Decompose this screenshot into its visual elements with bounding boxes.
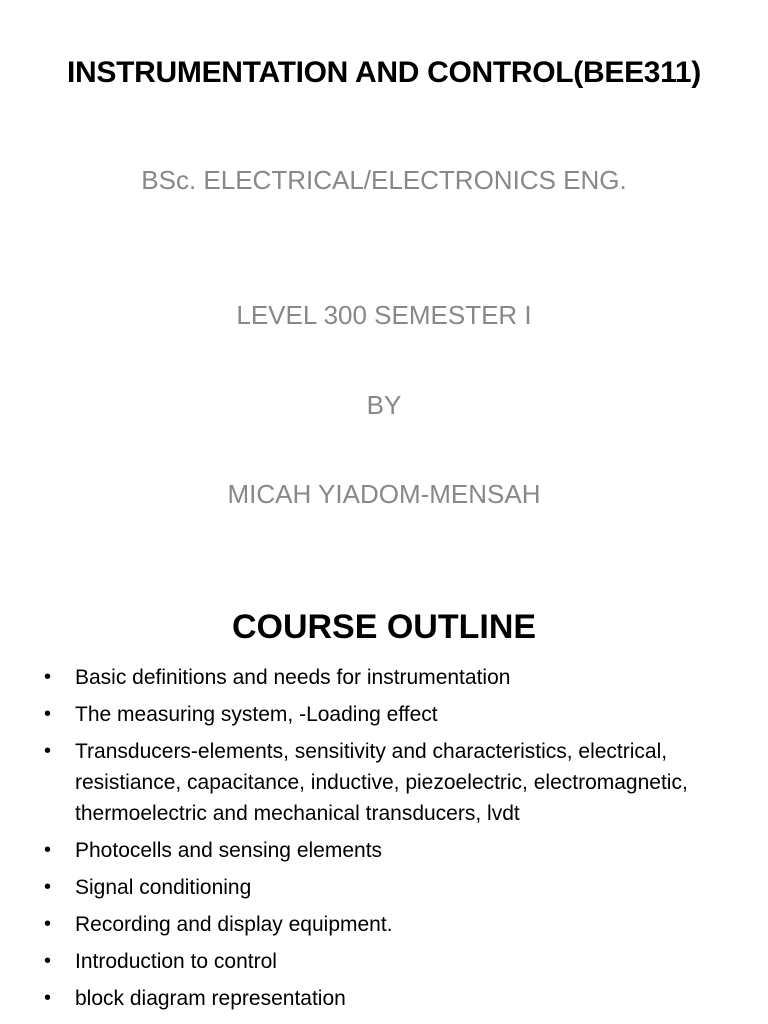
bullet-icon: •: [44, 987, 52, 1009]
bullet-icon: •: [44, 666, 52, 688]
program-subtitle: BSc. ELECTRICAL/ELECTRONICS ENG.: [141, 165, 627, 195]
list-item: [0, 736, 768, 829]
list-item-text: block diagram representation: [75, 987, 346, 1010]
course-title: INSTRUMENTATION AND CONTROL(BEE311): [67, 56, 701, 89]
author-name: MICAH YIADOM-MENSAH: [227, 479, 541, 509]
bullet-icon: •: [44, 913, 52, 935]
list-item-text: Signal conditioning: [75, 876, 252, 899]
list-item: [0, 835, 768, 866]
level-subtitle: LEVEL 300 SEMESTER I: [236, 300, 532, 330]
list-item: [0, 909, 768, 940]
bullet-icon: •: [44, 876, 52, 898]
list-item: [0, 872, 768, 903]
outline-list: [0, 662, 768, 1020]
list-item: [0, 983, 768, 1014]
list-item: [0, 699, 768, 730]
list-item-text: Transducers-elements, sensitivity and characteristics, electrical, resistiance, capacitance, inductive, piezoelectric, electromagnetic, thermoelectric and mechanical transducers, lvdt: [75, 740, 688, 825]
bullet-icon: •: [44, 950, 52, 972]
list-item-text: Recording and display equipment.: [75, 913, 393, 936]
course-outline-slide: [0, 576, 768, 1024]
list-item-text: Introduction to control: [75, 950, 277, 973]
bullet-icon: •: [44, 703, 52, 725]
list-item: [0, 946, 768, 977]
list-item-text: The measuring system, -Loading effect: [75, 703, 438, 726]
by-label: BY: [366, 390, 402, 420]
list-item: [0, 662, 768, 693]
list-item-text: Basic definitions and needs for instrumentation: [75, 666, 511, 689]
list-item-text: Photocells and sensing elements: [75, 839, 383, 862]
bullet-icon: •: [44, 740, 52, 762]
bullet-icon: •: [44, 839, 52, 861]
outline-title: COURSE OUTLINE: [231, 608, 537, 646]
